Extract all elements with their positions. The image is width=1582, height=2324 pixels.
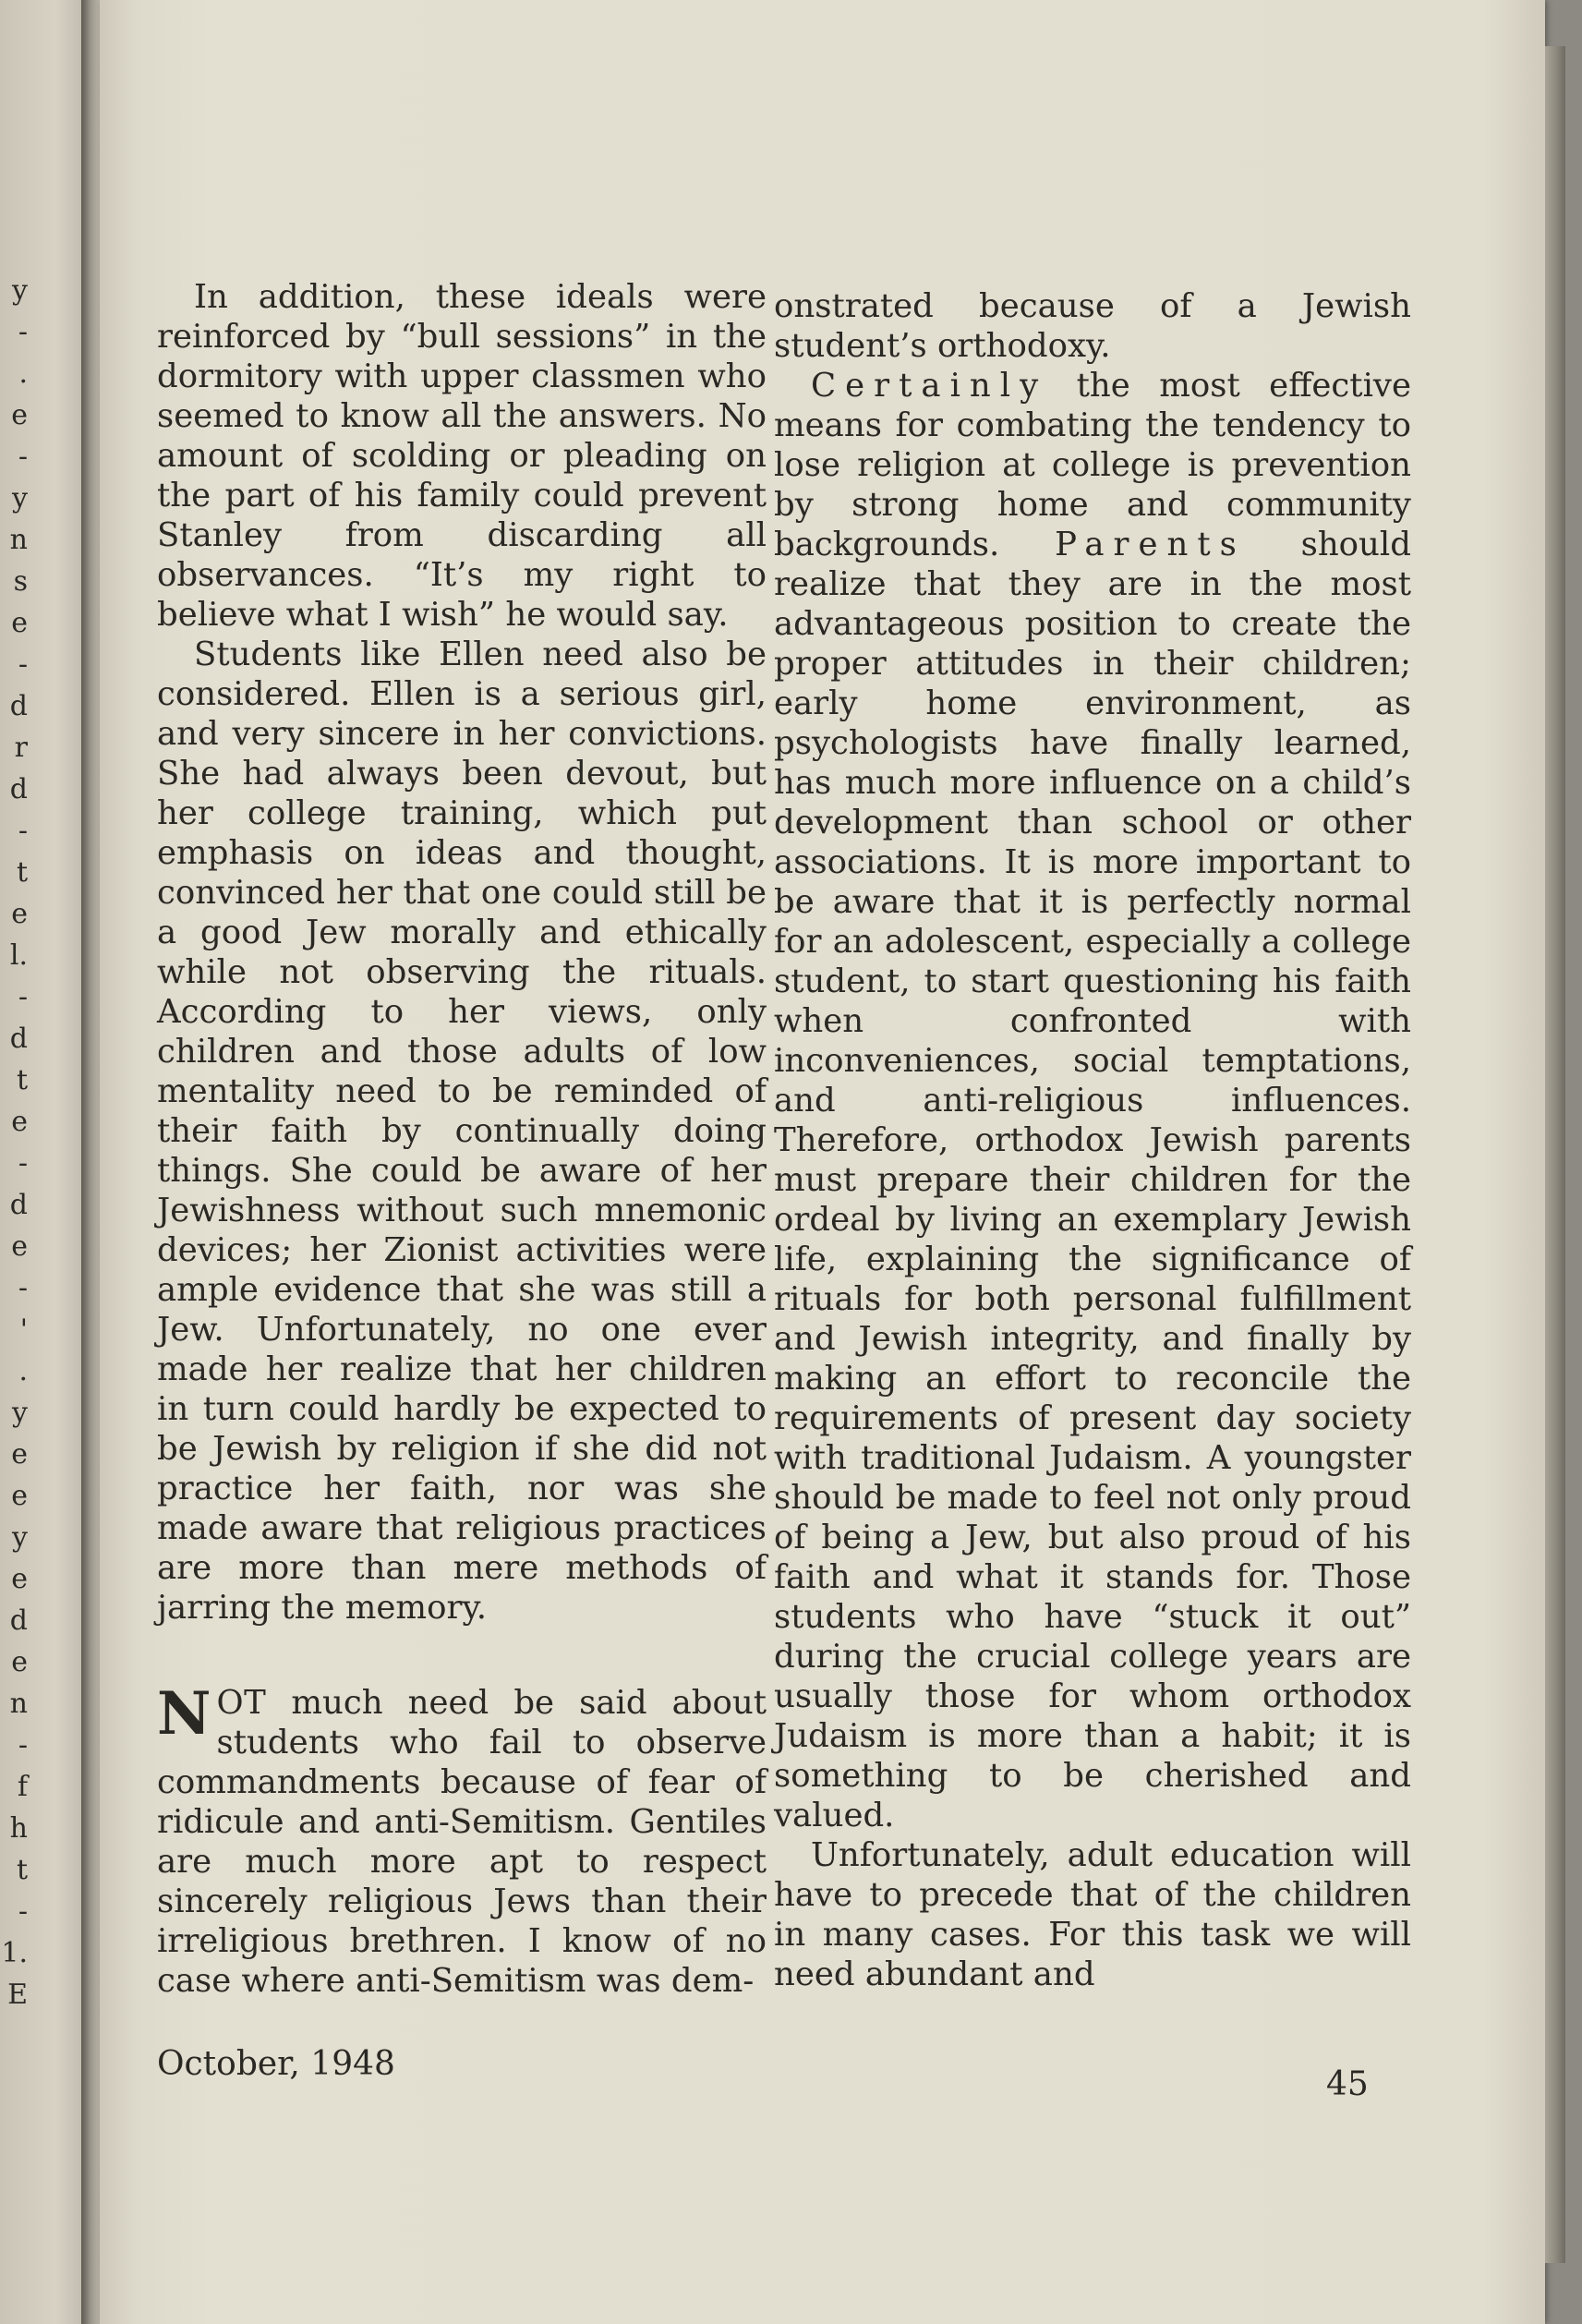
facing-page-fragment: y <box>12 1521 28 1554</box>
facing-page-fragment: 1. <box>1 1937 28 1969</box>
facing-page-fragment: - <box>18 648 28 681</box>
facing-page-fragment: f <box>17 1771 28 1803</box>
facing-page-fragment: e <box>11 1480 28 1512</box>
drop-cap: N <box>157 1679 211 1749</box>
facing-page-fragment: e <box>11 607 28 639</box>
drop-cap-rest: OT <box>216 1684 267 1722</box>
facing-page-fragment: - <box>18 1147 28 1180</box>
facing-page-fragment: d <box>9 690 28 722</box>
facing-page-fragment: d <box>9 1023 28 1055</box>
facing-page-fragment: d <box>9 1189 28 1221</box>
facing-page-fragment: . <box>18 357 28 390</box>
facing-page-fragment: l. <box>9 939 28 972</box>
facing-page-fragment: t <box>16 1854 28 1886</box>
issue-date: October, 1948 <box>157 2045 395 2083</box>
facing-page-fragment: ' <box>19 1313 28 1346</box>
page-stack-edge <box>1545 46 1565 2263</box>
prevention-text-b: should realize that they are in the most advantageous position to create the proper attitudes in their children; early home environment, as psychologists have finally learned, has much more influence on a child’s development than school or other associations. It is more important to be aware that it is perfectly normal for an adolescent, especially a college student, to start questioning his faith when confronted with inconveniences, social temptations, and anti-religious influences. Therefore, orthodox Jewish parents must prepare their children for the ordeal by living an exemplary Jewish life, explaining the significance of rituals for both personal fulfillment and Jewish integrity, and finally by making an effort to reconcile the requirements of present day society with traditional Judaism. A youngster should be made to feel not only proud of being a Jew, but also proud of his faith and what it stands for. Those students who have “stuck it out” during the crucial college years are usually those for whom orthodox Judaism is more than a habit; it is something to be cherished and valued. <box>774 526 1412 1834</box>
facing-page-fragment: - <box>18 815 28 847</box>
facing-page-fragment: y <box>12 1397 28 1429</box>
facing-page-fragment: r <box>14 732 28 764</box>
facing-page-fragment: - <box>18 1272 28 1304</box>
facing-page-fragment: e <box>11 898 28 930</box>
facing-page-fragment: h <box>9 1812 28 1845</box>
facing-page-fragment: E <box>7 1979 28 2011</box>
previous-page-edge <box>0 0 81 2324</box>
facing-page-fragment: n <box>9 524 28 556</box>
page-number: 45 <box>1326 2065 1369 2103</box>
facing-page-fragment: . <box>18 1355 28 1387</box>
facing-page-fragment: e <box>11 1230 28 1263</box>
facing-page-fragment: t <box>16 1064 28 1096</box>
paragraph-adult-education: Unfortunately, adult education will have to precede that of the children in many cases. For this task we will need abundant and <box>774 1836 1411 1993</box>
facing-page-fragment: - <box>18 981 28 1013</box>
facing-page-fragment: e <box>11 1106 28 1138</box>
facing-page-fragment: - <box>18 316 28 348</box>
prevention-text-a: the most effective means for combating the tendency to lose religion at college is prevention by strong home and community backgrounds. <box>774 367 1411 563</box>
paragraph-ridicule-text: much need be said about students who fail to observe commandments because of fear of ridicule and anti-Semitism. Gentiles are much more apt to respect sincerely religious Jews than their irreligious brethren. I know of no case where anti-Semitism was dem- <box>157 1684 767 2000</box>
facing-page-fragment: - <box>18 1729 28 1761</box>
facing-page-fragment: y <box>12 482 28 514</box>
lead-word: Certainly <box>811 367 1048 405</box>
facing-page-fragment: e <box>11 399 28 431</box>
right-column <box>774 286 1411 1994</box>
facing-page-fragment: s <box>13 565 28 598</box>
paragraph-ridicule <box>157 1679 767 2001</box>
facing-page-fragment: - <box>18 441 28 473</box>
paragraph-stanley: In addition, these ideals were reinforced by “bull sessions” in the dormitory with upper classmen who seemed to know all the answers. No amount of scolding or pleading on the part of his family could prevent Stanley from discarding all observances. “It’s my right to believe what I wish” he would say. <box>157 278 767 634</box>
facing-page-fragment: n <box>9 1688 28 1720</box>
paragraph-ellen: Students like Ellen need also be considered. Ellen is a serious girl, and very sincere in her convictions. She had always been devout, but her college training, which put emphasis on ideas and thought, convinced her that one could still be a good Jew morally and ethically while not observing the rituals. According to her views, only children and those adults of low mentality need to be reminded of their faith by continually doing things. She could be aware of her Jewishness without such mnemonic devices; her Zionist activities were ample evidence that she was still a Jew. Unfortunately, no one ever made her realize that her children in turn could hardly be expected to be Jewish by religion if she did not practice her faith, nor was she made aware that religious practices are more than mere methods of jarring the memory. <box>157 635 767 1627</box>
facing-page-fragment: - <box>18 1895 28 1928</box>
facing-page-fragment: e <box>11 1438 28 1471</box>
facing-page-fragment: d <box>9 773 28 805</box>
facing-page-fragment: e <box>11 1563 28 1595</box>
spaced-word: Parents <box>1055 526 1246 563</box>
paragraph-prevention <box>774 366 1411 1835</box>
paragraph-continuation: onstrated because of a Jewish student’s orthodoxy. <box>774 287 1411 365</box>
facing-page-fragment: d <box>9 1604 28 1637</box>
left-column <box>157 277 767 2001</box>
facing-page-fragment: t <box>16 856 28 889</box>
facing-page-fragment: y <box>12 274 28 307</box>
facing-page-fragment: e <box>11 1646 28 1678</box>
